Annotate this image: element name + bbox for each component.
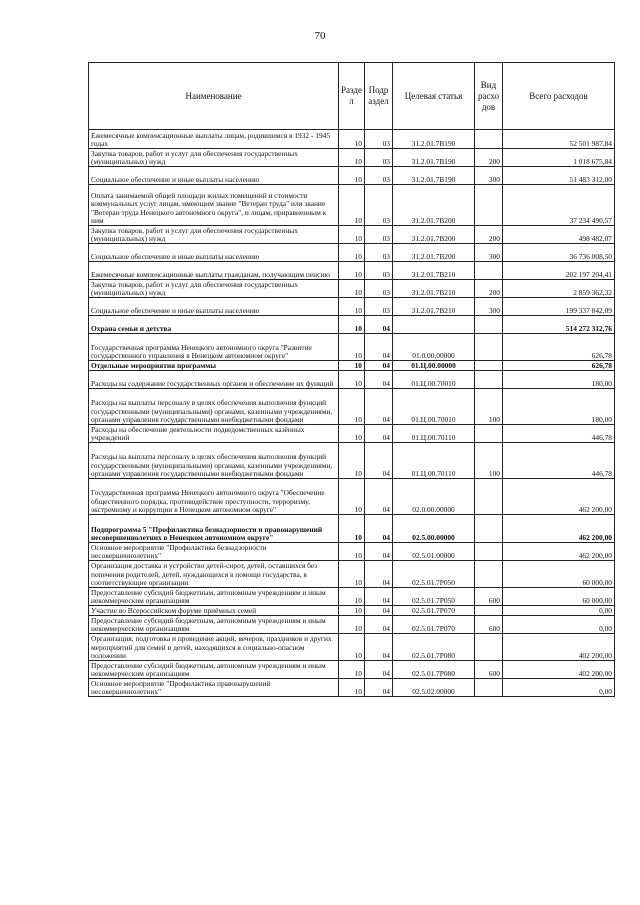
cell-amount: 462 200,00 bbox=[503, 515, 615, 543]
cell-amount: 0,00 bbox=[503, 606, 615, 616]
cell-subsection: 04 bbox=[365, 334, 393, 361]
cell-subsection: 04 bbox=[365, 616, 393, 634]
cell-type bbox=[475, 371, 503, 389]
cell-subsection: 03 bbox=[365, 185, 393, 226]
cell-type bbox=[475, 561, 503, 588]
cell-subsection: 04 bbox=[365, 543, 393, 561]
cell-section: 10 bbox=[339, 616, 365, 634]
cell-target: 31.2.01.7В200 bbox=[393, 226, 475, 244]
cell-subsection: 04 bbox=[365, 588, 393, 606]
cell-name: Расходы на выплаты персоналу в целях обеспечения выполнения функций государственными (муниципальными) органами, казенными учреждениями, органами управления государственными внебюджетными фондами bbox=[89, 443, 339, 479]
cell-target: 02.5.01.7Р050 bbox=[393, 588, 475, 606]
cell-section: 10 bbox=[339, 226, 365, 244]
cell-target: 31.2.01.7В200 bbox=[393, 244, 475, 262]
cell-type bbox=[475, 515, 503, 543]
cell-name: Ежемесячные компенсационные выплаты лицам, родившимся в 1932 - 1945 годах bbox=[89, 130, 339, 149]
cell-subsection: 03 bbox=[365, 280, 393, 298]
cell-subsection: 04 bbox=[365, 361, 393, 371]
table-row bbox=[89, 561, 615, 588]
cell-target: 02.5.01.00000 bbox=[393, 543, 475, 561]
cell-type: 200 bbox=[475, 280, 503, 298]
table-header-row bbox=[89, 63, 615, 130]
cell-amount: 446,78 bbox=[503, 443, 615, 479]
table-row bbox=[89, 149, 615, 167]
cell-target: 02.5.01.7Р070 bbox=[393, 606, 475, 616]
cell-type bbox=[475, 606, 503, 616]
cell-name: Отдельные мероприятия программы bbox=[89, 361, 339, 371]
cell-subsection: 04 bbox=[365, 443, 393, 479]
budget-table bbox=[88, 62, 615, 697]
header-type: Вид расхо дов bbox=[475, 63, 503, 130]
cell-type bbox=[475, 262, 503, 280]
cell-type: 300 bbox=[475, 167, 503, 185]
table-row bbox=[89, 443, 615, 479]
cell-target: 02.5.01.7Р080 bbox=[393, 661, 475, 679]
cell-subsection: 04 bbox=[365, 606, 393, 616]
cell-target: 31.2.01.7В190 bbox=[393, 167, 475, 185]
cell-target bbox=[393, 316, 475, 334]
table-row bbox=[89, 661, 615, 679]
table-row bbox=[89, 634, 615, 661]
cell-type: 100 bbox=[475, 443, 503, 479]
cell-name: Основное мероприятие "Профилактика безнадзорности несовершеннолетних" bbox=[89, 543, 339, 561]
cell-name: Государственная программа Ненецкого автономного округа "Развитие государственного управления в Ненецком автономном округе" bbox=[89, 334, 339, 361]
cell-amount: 199 337 842,09 bbox=[503, 298, 615, 316]
table-row bbox=[89, 334, 615, 361]
cell-name: Государственная программа Ненецкого автономного округа "Обеспечение общественного порядка, противодействие преступности, терроризму, экстремизму и коррупции в Ненецком автономном округе" bbox=[89, 479, 339, 515]
cell-amount: 1 018 675,84 bbox=[503, 149, 615, 167]
cell-subsection: 03 bbox=[365, 226, 393, 244]
cell-section: 10 bbox=[339, 185, 365, 226]
cell-name: Основное мероприятие "Профилактика правонарушений несовершеннолетних" bbox=[89, 679, 339, 697]
header-section: Разде л bbox=[339, 63, 365, 130]
cell-name: Ежемесячные компенсационные выплаты гражданам, получающим пенсию bbox=[89, 262, 339, 280]
cell-target: 31.2.01.7В210 bbox=[393, 262, 475, 280]
cell-type bbox=[475, 425, 503, 443]
cell-type bbox=[475, 543, 503, 561]
cell-name: Организация доставка и устройство детей-сирот, детей, оставшихся без попечения родителей, детей, нуждающихся в помощи государства, в соответствующие организации bbox=[89, 561, 339, 588]
cell-name: Расходы на содержание государственных органов и обеспечение их функций bbox=[89, 371, 339, 389]
cell-name: Расходы на выплаты персоналу в целях обеспечения выполнения функций государственными (муниципальными) органами, казенными учреждениями, органами управления государственными внебюджетными фондами bbox=[89, 389, 339, 425]
cell-name: Предоставление субсидий бюджетным, автономным учреждениям и иным некоммерческим организациям bbox=[89, 616, 339, 634]
cell-amount: 626,78 bbox=[503, 361, 615, 371]
cell-section: 10 bbox=[339, 561, 365, 588]
table-row bbox=[89, 588, 615, 606]
table-row bbox=[89, 130, 615, 149]
cell-section: 10 bbox=[339, 244, 365, 262]
table-row bbox=[89, 298, 615, 316]
cell-section: 10 bbox=[339, 479, 365, 515]
cell-subsection: 03 bbox=[365, 244, 393, 262]
cell-subsection: 04 bbox=[365, 425, 393, 443]
cell-subsection: 03 bbox=[365, 130, 393, 149]
cell-subsection: 04 bbox=[365, 679, 393, 697]
cell-target: 01.Ц.00.70010 bbox=[393, 389, 475, 425]
header-name: Наименование bbox=[89, 63, 339, 130]
cell-type: 200 bbox=[475, 149, 503, 167]
cell-subsection: 04 bbox=[365, 634, 393, 661]
cell-section: 10 bbox=[339, 515, 365, 543]
cell-name: Организация, подготовка и проведение акций, вечеров, праздников и других мероприятий для семей и детей, находящихся в социально-опасном положении bbox=[89, 634, 339, 661]
cell-target: 31.2.01.7В210 bbox=[393, 280, 475, 298]
cell-target: 02.5.01.7Р080 bbox=[393, 634, 475, 661]
cell-section: 10 bbox=[339, 262, 365, 280]
cell-type: 600 bbox=[475, 616, 503, 634]
table-row bbox=[89, 316, 615, 334]
cell-type bbox=[475, 679, 503, 697]
cell-amount: 514 272 312,76 bbox=[503, 316, 615, 334]
cell-type bbox=[475, 185, 503, 226]
cell-section: 10 bbox=[339, 443, 365, 479]
cell-target: 02.5.01.7Р050 bbox=[393, 561, 475, 588]
header-subsection: Подр аздел bbox=[365, 63, 393, 130]
cell-subsection: 03 bbox=[365, 167, 393, 185]
cell-amount: 52 501 987,84 bbox=[503, 130, 615, 149]
cell-section: 10 bbox=[339, 280, 365, 298]
table-row bbox=[89, 606, 615, 616]
cell-amount: 2 859 362,32 bbox=[503, 280, 615, 298]
table-body bbox=[89, 130, 615, 697]
cell-subsection: 04 bbox=[365, 389, 393, 425]
cell-type bbox=[475, 334, 503, 361]
cell-section: 10 bbox=[339, 679, 365, 697]
cell-type: 100 bbox=[475, 389, 503, 425]
cell-type bbox=[475, 130, 503, 149]
cell-name: Закупка товаров, работ и услуг для обеспечения государственных (муниципальных) нужд bbox=[89, 280, 339, 298]
cell-type: 200 bbox=[475, 226, 503, 244]
cell-subsection: 03 bbox=[365, 262, 393, 280]
cell-amount: 60 000,00 bbox=[503, 588, 615, 606]
table-row bbox=[89, 616, 615, 634]
cell-section: 10 bbox=[339, 634, 365, 661]
page-number: 70 bbox=[314, 30, 326, 42]
table-row bbox=[89, 543, 615, 561]
cell-section: 10 bbox=[339, 606, 365, 616]
cell-amount: 60 000,00 bbox=[503, 561, 615, 588]
cell-name: Предоставление субсидий бюджетным, автономным учреждениям и иным некоммерческим организациям bbox=[89, 661, 339, 679]
cell-section: 10 bbox=[339, 361, 365, 371]
table-row bbox=[89, 280, 615, 298]
cell-amount: 202 197 204,41 bbox=[503, 262, 615, 280]
cell-amount: 498 482,07 bbox=[503, 226, 615, 244]
header-total: Всего расходов bbox=[503, 63, 615, 130]
cell-target: 31.2.01.7В200 bbox=[393, 185, 475, 226]
cell-target: 31.2.01.7В190 bbox=[393, 149, 475, 167]
cell-target: 01.Ц.00.00000 bbox=[393, 361, 475, 371]
cell-section: 10 bbox=[339, 316, 365, 334]
cell-name: Подпрограмма 5 "Профилактика безнадзорности и правонарушений несовершеннолетних в Ненецком автономном округе" bbox=[89, 515, 339, 543]
cell-name: Социальное обеспечение и иные выплаты населению bbox=[89, 167, 339, 185]
cell-subsection: 04 bbox=[365, 515, 393, 543]
cell-target: 31.2.01.7В210 bbox=[393, 298, 475, 316]
cell-name: Закупка товаров, работ и услуг для обеспечения государственных (муниципальных) нужд bbox=[89, 149, 339, 167]
header-target: Целевая статья bbox=[393, 63, 475, 130]
cell-amount: 0,00 bbox=[503, 616, 615, 634]
table-row bbox=[89, 425, 615, 443]
table-row bbox=[89, 515, 615, 543]
cell-section: 10 bbox=[339, 389, 365, 425]
cell-type bbox=[475, 634, 503, 661]
cell-type: 300 bbox=[475, 298, 503, 316]
cell-subsection: 04 bbox=[365, 479, 393, 515]
cell-name: Участие во Всероссийском форуме приёмных семей bbox=[89, 606, 339, 616]
table-row bbox=[89, 167, 615, 185]
cell-section: 10 bbox=[339, 167, 365, 185]
cell-amount: 36 736 008,50 bbox=[503, 244, 615, 262]
cell-name: Закупка товаров, работ и услуг для обеспечения государственных (муниципальных) нужд bbox=[89, 226, 339, 244]
cell-section: 10 bbox=[339, 298, 365, 316]
table-row bbox=[89, 361, 615, 371]
cell-target: 02.5.01.7Р070 bbox=[393, 616, 475, 634]
table-row bbox=[89, 244, 615, 262]
table-row bbox=[89, 185, 615, 226]
table-row bbox=[89, 679, 615, 697]
cell-amount: 37 234 490,57 bbox=[503, 185, 615, 226]
cell-subsection: 04 bbox=[365, 371, 393, 389]
cell-amount: 402 200,00 bbox=[503, 661, 615, 679]
cell-type: 600 bbox=[475, 588, 503, 606]
cell-subsection: 04 bbox=[365, 316, 393, 334]
cell-name: Социальное обеспечение и иные выплаты населению bbox=[89, 244, 339, 262]
cell-amount: 180,00 bbox=[503, 371, 615, 389]
cell-target: 01.0.00.00000 bbox=[393, 334, 475, 361]
cell-target: 02.0.00.00000 bbox=[393, 479, 475, 515]
cell-amount: 446,78 bbox=[503, 425, 615, 443]
cell-section: 10 bbox=[339, 130, 365, 149]
cell-target: 01.Ц.00.70110 bbox=[393, 425, 475, 443]
cell-name: Социальное обеспечение и иные выплаты населению bbox=[89, 298, 339, 316]
cell-target: 01.Ц.00.70110 bbox=[393, 443, 475, 479]
cell-type bbox=[475, 479, 503, 515]
cell-type bbox=[475, 361, 503, 371]
cell-subsection: 04 bbox=[365, 561, 393, 588]
cell-amount: 0,00 bbox=[503, 679, 615, 697]
cell-target: 02.5.02.00000 bbox=[393, 679, 475, 697]
table-row bbox=[89, 479, 615, 515]
cell-subsection: 03 bbox=[365, 298, 393, 316]
cell-name: Оплата занимаемой общей площади жилых помещений и стоимости коммунальных услуг лицам, имеющим звание "Ветеран труда" или звание "Ветеран труда Ненецкого автономного округа", и лицам, приравненным к ним bbox=[89, 185, 339, 226]
cell-amount: 51 483 312,00 bbox=[503, 167, 615, 185]
table-row bbox=[89, 262, 615, 280]
table-row bbox=[89, 226, 615, 244]
cell-section: 10 bbox=[339, 543, 365, 561]
cell-subsection: 03 bbox=[365, 149, 393, 167]
cell-amount: 462 200,00 bbox=[503, 543, 615, 561]
cell-amount: 626,78 bbox=[503, 334, 615, 361]
cell-subsection: 04 bbox=[365, 661, 393, 679]
cell-amount: 402 200,00 bbox=[503, 634, 615, 661]
cell-section: 10 bbox=[339, 661, 365, 679]
cell-section: 10 bbox=[339, 149, 365, 167]
cell-type: 300 bbox=[475, 244, 503, 262]
cell-name: Предоставление субсидий бюджетным, автономным учреждениям и иным некоммерческим организациям bbox=[89, 588, 339, 606]
cell-section: 10 bbox=[339, 334, 365, 361]
cell-target: 01.Ц.00.70010 bbox=[393, 371, 475, 389]
cell-section: 10 bbox=[339, 588, 365, 606]
cell-type bbox=[475, 316, 503, 334]
table-row bbox=[89, 371, 615, 389]
cell-amount: 462 200,00 bbox=[503, 479, 615, 515]
cell-target: 31.2.01.7В190 bbox=[393, 130, 475, 149]
cell-name: Охрана семьи и детства bbox=[89, 316, 339, 334]
cell-target: 02.5.00.00000 bbox=[393, 515, 475, 543]
table-row bbox=[89, 389, 615, 425]
cell-amount: 180,00 bbox=[503, 389, 615, 425]
cell-name: Расходы на обеспечение деятельности подведомственных казённых учреждений bbox=[89, 425, 339, 443]
cell-type: 600 bbox=[475, 661, 503, 679]
cell-section: 10 bbox=[339, 371, 365, 389]
cell-section: 10 bbox=[339, 425, 365, 443]
